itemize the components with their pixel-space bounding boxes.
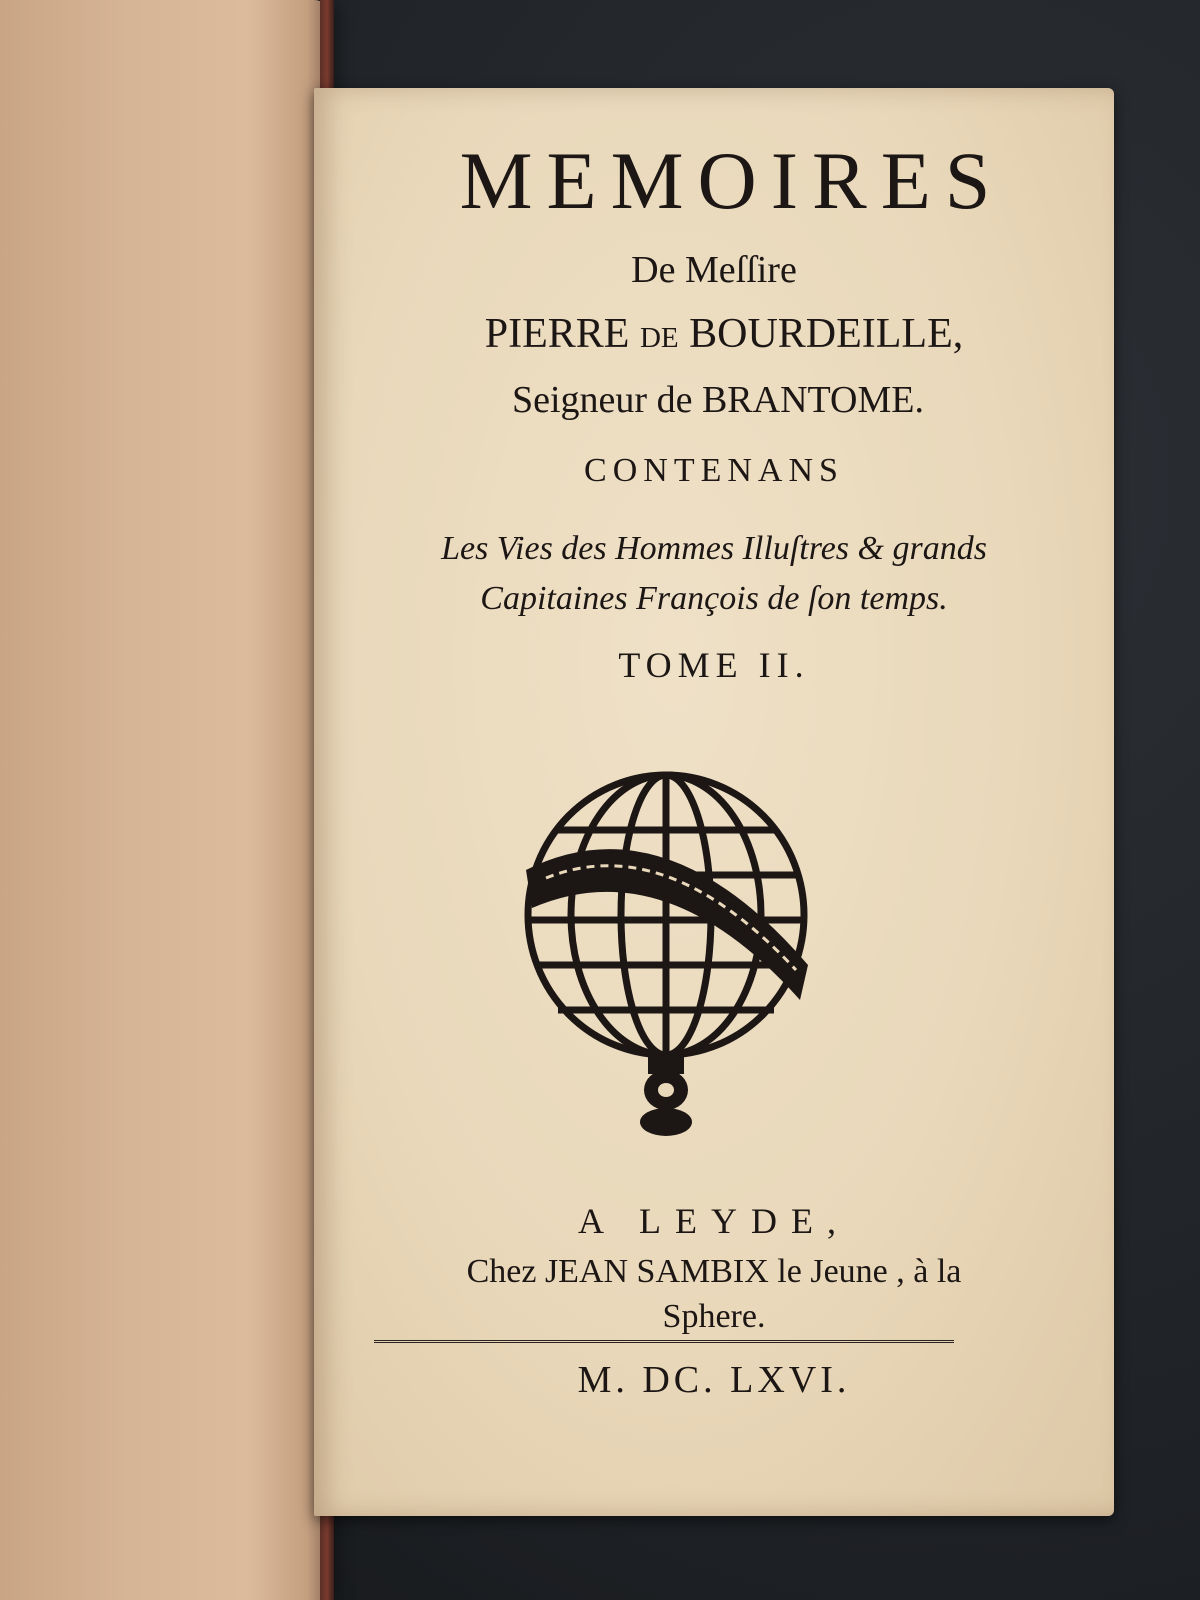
subtitle-line-2: Capitaines François de ſon temps. — [480, 580, 948, 617]
contenans-heading: CONTENANS — [584, 452, 844, 489]
imprint-date: M. DC. LXVI. — [577, 1359, 851, 1401]
subtitle-line-1: Les Vies des Hommes Illuſtres & grands — [441, 530, 987, 567]
title-memoires: MEMOIRES — [459, 135, 1005, 226]
author-name: PIERRE de BOURDEILLE, — [484, 311, 964, 357]
imprint-publisher: Chez JEAN SAMBIX le Jeune , à la — [466, 1253, 962, 1290]
left-blank-page — [0, 0, 330, 1600]
title-de-messire: De Meſſire — [631, 249, 797, 291]
imprint-publisher-2: Sphere. — [662, 1298, 766, 1335]
title-page — [314, 88, 1114, 1516]
imprint-rule — [374, 1340, 954, 1343]
imprint-place: A LEYDE, — [578, 1201, 850, 1241]
armillary-sphere-icon — [516, 760, 816, 1140]
volume-label: TOME II. — [618, 645, 810, 685]
author-title: Seigneur de BRANTOME. — [512, 379, 924, 421]
